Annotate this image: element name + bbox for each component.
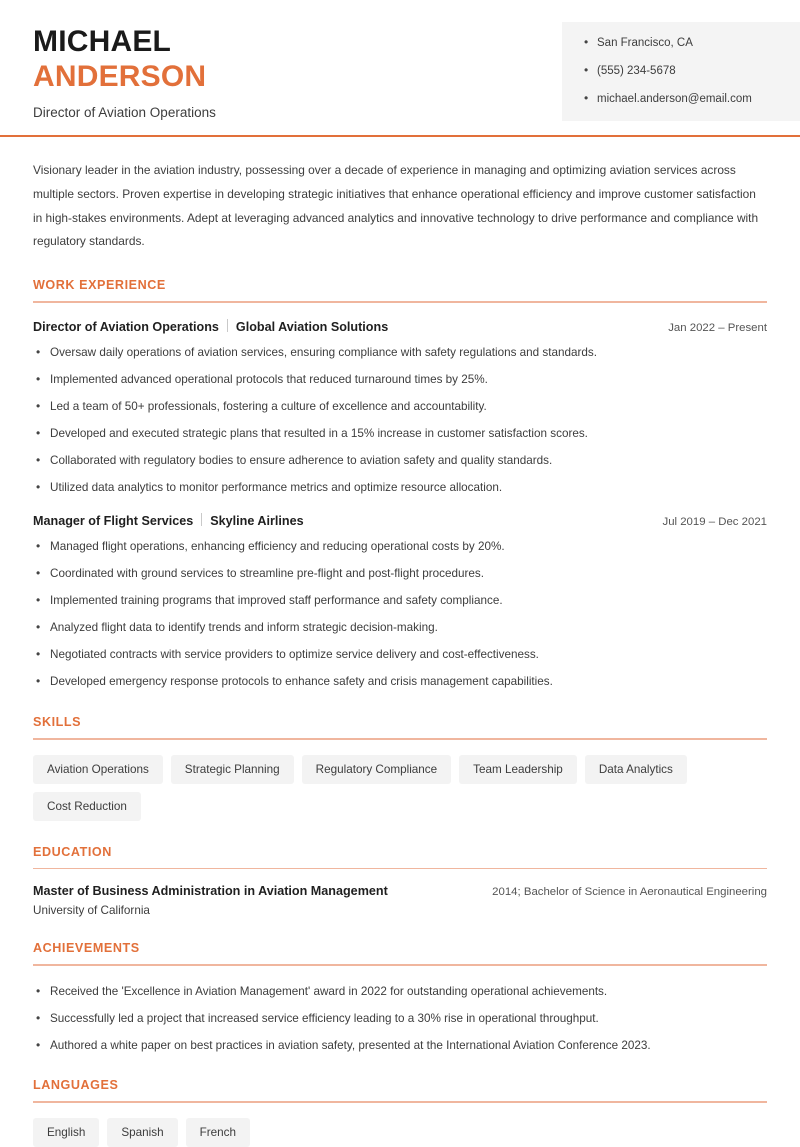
- experience-role: Director of Aviation Operations: [33, 319, 219, 334]
- bullet-item: • Coordinated with ground services to streamline pre-flight and post-flight procedures.: [33, 566, 767, 583]
- bullet-item: • Managed flight operations, enhancing efficiency and reducing operational costs by 20%.: [33, 539, 767, 556]
- skill-chip: Regulatory Compliance: [302, 755, 451, 784]
- resume-header: [0, 0, 800, 137]
- experience-bullets: [33, 345, 767, 497]
- section-rule: [33, 738, 767, 740]
- experience-entry: [33, 318, 767, 497]
- section-skills: [33, 715, 767, 821]
- section-languages: [33, 1078, 767, 1147]
- bullet-item: • Implemented advanced operational protocols that reduced turnaround times by 25%.: [33, 372, 767, 389]
- contact-box: [562, 22, 800, 121]
- experience-entry-header: [33, 318, 767, 334]
- skill-chip: Team Leadership: [459, 755, 577, 784]
- contact-phone: • (555) 234-5678: [584, 64, 800, 79]
- language-chip: English: [33, 1118, 99, 1147]
- headline: Director of Aviation Operations: [33, 104, 216, 120]
- bullet-item: • Led a team of 50+ professionals, fostering a culture of excellence and accountability.: [33, 399, 767, 416]
- experience-company: Global Aviation Solutions: [235, 319, 389, 334]
- section-achievements: [33, 941, 767, 1054]
- section-title-achievements: ACHIEVEMENTS: [33, 941, 140, 956]
- achievements-list: [33, 984, 767, 1055]
- bullet-item: • Received the 'Excellence in Aviation Management' award in 2022 for outstanding operational achievements.: [33, 984, 767, 1001]
- bullet-item: • Analyzed flight data to identify trends and inform strategic decision-making.: [33, 620, 767, 637]
- section-title-education: EDUCATION: [33, 844, 112, 859]
- experience-title: [33, 512, 304, 528]
- resume-content: [0, 159, 800, 1147]
- section-education: [33, 845, 767, 918]
- experience-date: Jul 2019 – Dec 2021: [662, 515, 767, 528]
- skills-chip-list: [33, 755, 767, 821]
- pipe-separator-icon: [227, 319, 228, 332]
- experience-entry-header: [33, 512, 767, 528]
- section-rule: [33, 1101, 767, 1103]
- skill-chip: Strategic Planning: [171, 755, 294, 784]
- section-rule: [33, 301, 767, 303]
- skill-chip: Cost Reduction: [33, 792, 141, 821]
- section-title-work: WORK EXPERIENCE: [33, 278, 166, 293]
- skill-chip: Aviation Operations: [33, 755, 163, 784]
- section-rule: [33, 964, 767, 966]
- first-name: MICHAEL: [33, 25, 172, 58]
- education-school: University of California: [33, 904, 150, 918]
- experience-bullets: [33, 539, 767, 691]
- bullet-item: • Utilized data analytics to monitor performance metrics and optimize resource allocation.: [33, 480, 767, 497]
- bullet-item: • Successfully led a project that increased service efficiency leading to a 30% rise in operational throughput.: [33, 1011, 767, 1028]
- experience-entry: [33, 512, 767, 691]
- language-chip: Spanish: [107, 1118, 177, 1147]
- section-rule: [33, 868, 767, 870]
- pipe-separator-icon: [201, 513, 202, 526]
- bullet-item: • Negotiated contracts with service providers to optimize service delivery and cost-effectiveness.: [33, 647, 767, 664]
- bullet-item: • Authored a white paper on best practices in aviation safety, presented at the International Aviation Conference 2023.: [33, 1038, 767, 1055]
- contact-list: [584, 36, 800, 107]
- language-chip: French: [186, 1118, 250, 1147]
- education-degree: Master of Business Administration in Aviation Management: [33, 884, 388, 899]
- skill-chip: Data Analytics: [585, 755, 687, 784]
- contact-location: • San Francisco, CA: [584, 36, 800, 51]
- experience-date: Jan 2022 – Present: [668, 321, 767, 334]
- experience-company: Skyline Airlines: [210, 513, 304, 528]
- contact-email: • michael.anderson@email.com: [584, 92, 800, 107]
- bullet-item: • Collaborated with regulatory bodies to ensure adherence to aviation safety and quality standards.: [33, 453, 767, 470]
- professional-summary: Visionary leader in the aviation industry, possessing over a decade of experience in managing and optimizing aviation services across multiple sectors. Proven expertise in developing strategic initiatives that enhance operational efficiency and improve customer satisfaction in high-stakes environments. Adept at leveraging advanced analytics and innovative technology to drive performance and compliance with regulatory standards.: [33, 163, 759, 249]
- bullet-item: • Developed and executed strategic plans that resulted in a 15% increase in customer satisfaction scores.: [33, 426, 767, 443]
- last-name: ANDERSON: [33, 60, 207, 94]
- education-entry-header: [33, 884, 767, 898]
- experience-title: [33, 318, 388, 334]
- experience-role: Manager of Flight Services: [33, 513, 194, 528]
- section-work-experience: [33, 278, 767, 691]
- bullet-item: • Developed emergency response protocols to enhance safety and crisis management capabilities.: [33, 674, 767, 691]
- bullet-item: • Oversaw daily operations of aviation services, ensuring compliance with safety regulations and standards.: [33, 345, 767, 362]
- identity-block: [33, 24, 216, 120]
- bullet-item: • Implemented training programs that improved staff performance and safety compliance.: [33, 593, 767, 610]
- section-title-skills: SKILLS: [33, 715, 82, 730]
- education-extra: 2014; Bachelor of Science in Aeronautical Engineering: [492, 886, 767, 899]
- languages-chip-list: [33, 1118, 767, 1147]
- section-title-languages: LANGUAGES: [33, 1078, 119, 1093]
